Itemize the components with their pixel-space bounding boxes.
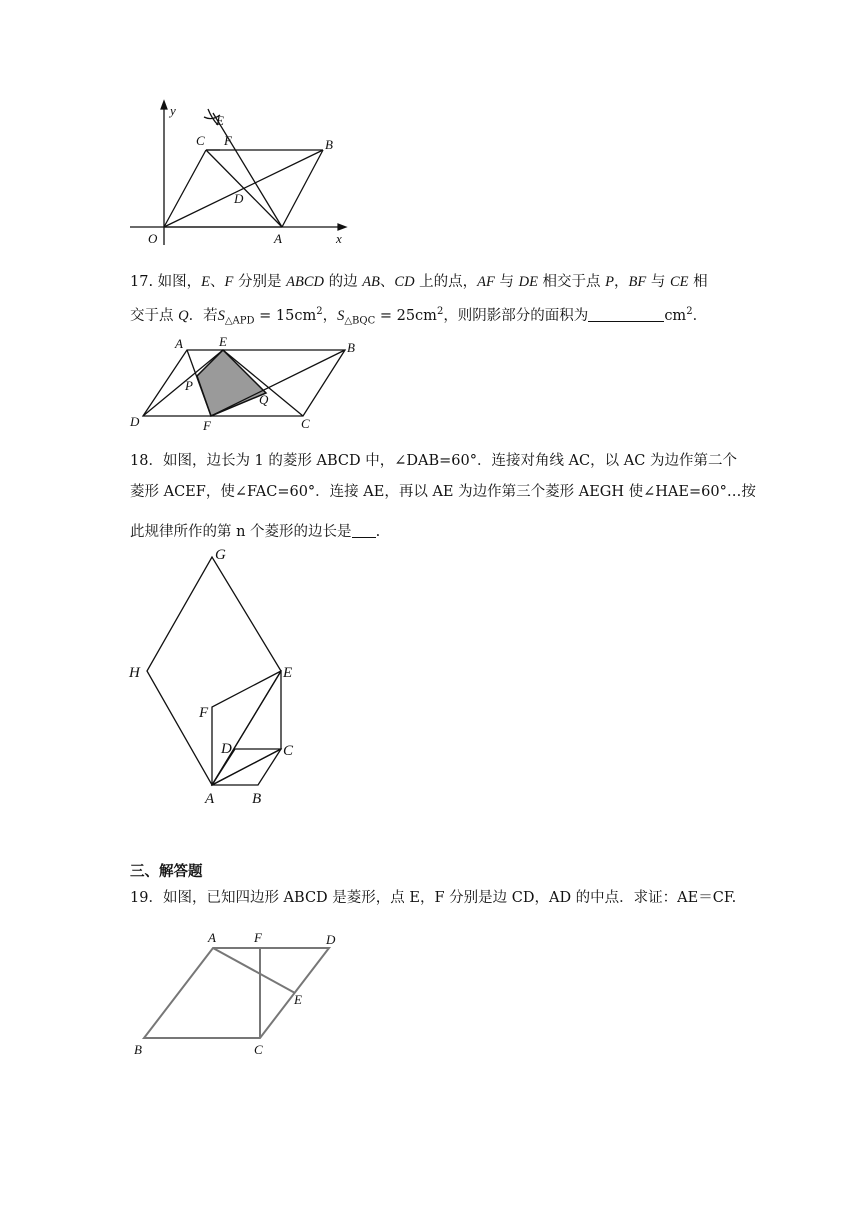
label-x: x [336,231,342,246]
label-a: A [208,930,216,945]
label-d: D [326,932,336,947]
label-f: F [203,418,211,433]
label-f: F [224,133,232,148]
label-c: C [254,1042,263,1057]
label-f: F [199,705,209,721]
x-axis-arrow [338,224,346,230]
q19-line-1: 19．如图，已知四边形 ABCD 是菱形，点 E，F 分别是边 CD，AD 的中点．求证：AE＝CF. [130,890,737,906]
label-b: B [252,791,262,807]
label-a: A [274,231,282,246]
figure-16-coordinate-parallelogram [120,95,360,255]
label-b: B [134,1042,142,1057]
y-axis-arrow [161,101,167,109]
label-d: D [130,414,140,429]
label-a: A [175,336,183,351]
label-b: B [325,137,333,152]
q18-line-3: 此规律所作的第 n 个菱形的边长是 . [130,524,381,540]
rhombus-aegh [147,557,281,785]
label-c: C [283,743,294,759]
label-e: E [216,113,224,128]
label-d: D [221,741,232,757]
label-g: G [215,547,226,563]
label-e: E [283,665,293,681]
label-q: Q [259,392,269,407]
figure-17-parallelogram-shaded [125,330,370,435]
q18-line-2: 菱形 ACEF，使∠FAC=60°．连接 AE，再以 AE 为边作第三个菱形 AEGH 使∠HAE=60°…按 [130,484,756,500]
label-o: O [148,231,158,246]
answer-blank-18[interactable] [352,523,376,538]
segment-co [164,150,206,227]
label-e: E [294,992,302,1007]
label-c: C [196,133,205,148]
ray-ae [213,113,282,227]
answer-blank-17[interactable] [588,307,664,322]
label-d: D [234,191,244,206]
label-y: y [170,103,176,118]
segment-ab [282,150,323,227]
q18-line-1: 18．如图，边长为 1 的菱形 ABCD 中，∠DAB=60°．连接对角线 AC，以 AC 为边作第二个 [130,453,737,469]
label-f: F [254,930,262,945]
label-p: P [185,378,193,393]
diagonal-ae [212,671,281,785]
q17-line-1: 17. 如图，E、F 分别是 ABCD 的边 AB、CD 上的点，AF 与 DE 相交于点 P，BF 与 CE 相 [130,274,708,290]
q17-line-2: 交于点 Q．若$S_{\triangle APD} = 15cm^2$，$S_{\triangle BQC} = 25cm^2$，则阴影部分的面积为 $cm^2$． [130,306,708,327]
diagonal-ca [206,150,282,227]
label-h: H [129,665,140,681]
segment-ae [213,948,295,993]
label-b: B [347,340,355,355]
figure-19-rhombus [130,930,350,1060]
label-a: A [205,791,215,807]
label-c: C [301,416,310,431]
label-e: E [219,334,227,349]
section-heading-3: 三、解答题 [130,863,203,880]
figure-18-rhombus-sequence [125,545,315,810]
